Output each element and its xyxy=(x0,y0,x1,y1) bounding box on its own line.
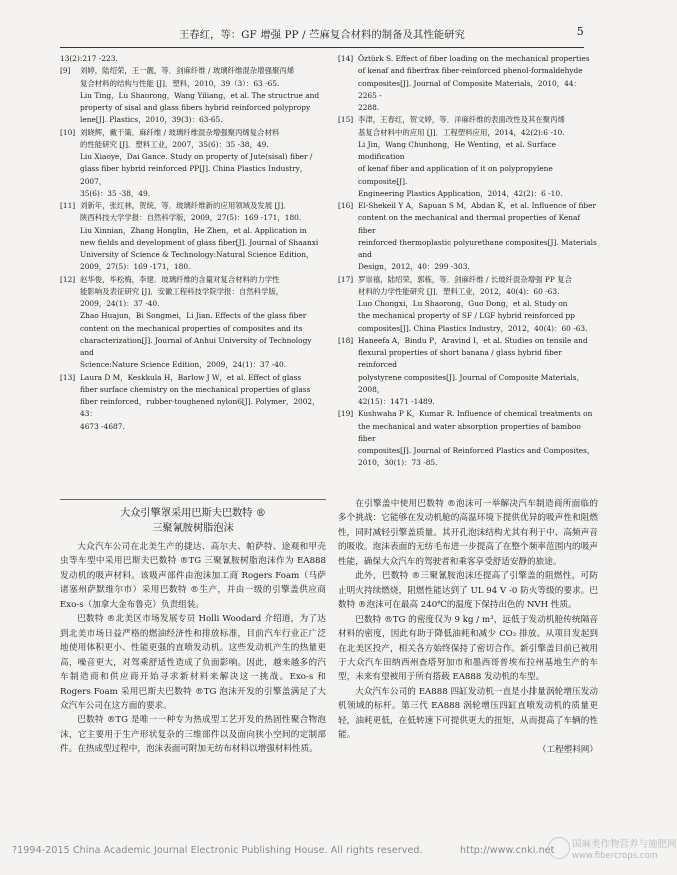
reference-line: 复合材料的结构与性能 [J]．塑料，2010，39（3）：63 -65. xyxy=(80,78,280,88)
page-number: 5 xyxy=(576,25,584,38)
footer xyxy=(12,845,555,856)
news-title xyxy=(60,506,326,536)
reference-number: [15] xyxy=(338,115,354,125)
reference-line: Kushwaha P K，Kumar R. Influence of chemical treatments on xyxy=(358,409,593,419)
reference-line: 35(6)：35 -38，49. xyxy=(80,188,151,198)
reference-line: El-Shekeil Y A，Sapuan S M，Abdan K，et al. Influence of fiber xyxy=(358,201,597,210)
reference-line: 基复合材料中的应用 [J]．工程塑料应用，2014，42(2):6 -10. xyxy=(358,127,565,137)
reference-continuation: 13(2):217 -223. xyxy=(60,54,118,63)
reference-number: [16] xyxy=(338,201,354,210)
watermark-line-1: 国麻类作物营养与施肥网 xyxy=(572,839,677,850)
reference-text xyxy=(358,274,598,335)
reference-line: Design，2012，40：299 -303. xyxy=(358,262,470,272)
references-right-column xyxy=(338,53,598,470)
reference-line: Haneefa A，Bindu P，Aravind I，et al. Studies on tensile and xyxy=(358,335,588,345)
reference-line: characterization[J]. Journal of Anhui University of Technology and xyxy=(80,335,312,357)
reference-line: Zhao Huajun，Bi Songmei，Li Jian. Effects of the glass fiber xyxy=(80,311,307,321)
reference-line: composites[J]. Journal of Reinforced Plastics and Composites， xyxy=(358,446,595,455)
references-left-column xyxy=(60,53,326,433)
news-paragraph: 在引擎盖中使用巴数特 ®泡沫可一举解决汽车制造商所面临的多个挑战：它能够在发动机舱的高温环境下提供优异的吸声性和阻燃性，同时减轻引擎盖质量。其开孔泡沫结构尤其有利于中、高频声音的吸收。泡沫表面的无纺毛布进一步提高了在整个频率范围内的吸声性能，确保大众汽车的驾驶者和乘客享受舒适安静的旅途。 xyxy=(338,499,598,567)
news-paragraph: 此外，巴数特 ®三聚氰胺泡沫还提高了引擎盖的阻燃性，可防止明火持续燃烧，阻燃性能达到了 UL 94 V -0 防火等级的要求。巴数特 ®泡沫可在最高 240℃的温度下保持出色的 NVH 性质。 xyxy=(338,571,598,611)
header-rule xyxy=(60,47,584,48)
reference-line: 材料的力学性能研究 [J]．塑料工业，2012，40(4)：60 -63. xyxy=(358,286,560,296)
news-paragraph: 巴数特 ®TG 的密度仅为 9 kg / m³，远低于发动机舱传统隔音材料的密度，因此有助于降低油耗和减少 CO₂ 排放。从项目发起到在北美区投产，相关各方始终保持了密切合作。新引擎盖目前已被用于大众汽车田纳西州查塔努加市和墨西哥普埃布拉州基地生产的车型，未来有望被用于所有搭载 EA888 发动机的车型。 xyxy=(338,614,598,683)
reference-text xyxy=(358,114,598,200)
reference-line: 4673 -4687. xyxy=(80,421,125,431)
reference-line: fiber reinforced，rubber-toughened nylon6[J]. Polymer，2002，43： xyxy=(80,397,320,419)
reference-line: Luo Chongxi，Lu Shaorong，Guo Dong，et al. Study on xyxy=(358,299,568,308)
reference-item xyxy=(60,372,326,433)
reference-line: the mechanical property of SF / LGF hybrid reinforced pp xyxy=(358,311,576,321)
reference-text xyxy=(80,200,326,274)
reference-line: property of sisal and glass fibers hybrid reinforced polypropy xyxy=(80,103,311,112)
reference-number: [18] xyxy=(338,335,354,345)
reference-number: [14] xyxy=(338,54,354,63)
reference-line: reinforced thermoplastic polyurethane composites[J]. Materials and xyxy=(358,237,597,259)
reference-text xyxy=(80,372,326,433)
news-paragraph: 巴数特 ®TG 是唯一一种专为热成型工艺开发的热固性聚合物泡沫，它主要用于生产形状复杂的三维部件以及面向狭小空间的定制部件。在热成型过程中，泡沫表面可附加无纺布材料以增强材料性质。 xyxy=(60,715,326,755)
news-title-line-1: 大众引擎罩采用巴斯夫巴数特 ® xyxy=(120,508,266,519)
reference-number: [10] xyxy=(60,127,76,137)
reference-line: polystyrene composites[J]. Journal of Composite Materials，2008， xyxy=(358,372,584,394)
reference-item xyxy=(338,114,598,200)
news-title-line-2: 三聚氰胺树脂泡沫 xyxy=(152,523,234,534)
reference-line: Science:Nature Science Edition，2009，24(1)：37 -40. xyxy=(80,360,287,370)
reference-item xyxy=(338,408,598,469)
reference-line: content on the mechanical and thermal properties of Kenaf fiber xyxy=(358,213,581,235)
running-title: 王春红，等：GF 增强 PP / 苎麻复合材料的制备及其性能研究 xyxy=(178,30,465,41)
reference-line: University of Science & Technology:Natural Science Edition， xyxy=(80,250,314,259)
reference-item xyxy=(338,200,598,274)
reference-text xyxy=(80,274,326,372)
reference-line: 李津，王春红，贺文婷，等．洋麻纤维的表面改性及其在聚丙烯 xyxy=(358,115,565,125)
reference-line: Liu Xiaoye，Dai Gance. Study on property of Jute(sisal) fiber / xyxy=(80,152,313,161)
reference-line: 2288. xyxy=(358,103,380,112)
reference-line: Laura D M，Keskkula H，Barlow J W，et al. Effect of glass xyxy=(80,372,302,382)
reference-number: [11] xyxy=(60,201,76,210)
reference-item xyxy=(338,274,598,335)
reference-line: 刘新年，张红林，贺统，等．玻璃纤维新的应用领域及发展 [J]． xyxy=(80,201,291,210)
reference-line: Li Jin，Wang Chunhong，He Wenting，et al. Surface modification xyxy=(358,139,557,161)
reference-line: lene[J]. Plastics，2010，39(3)：63-65. xyxy=(80,115,223,125)
news-source: （工程塑料网） xyxy=(537,744,598,755)
reference-line: of kenaf fiber and application of it on polypropylene composite[J]. xyxy=(358,164,553,186)
footer-copyright: ?1994-2015 China Academic Journal Electronic Publishing House. All rights reserved. xyxy=(12,845,423,856)
reference-item xyxy=(60,274,326,372)
reference-line: 罗崇禧，陆绍荣，郭栋，等．剑麻纤维 / 长玻纤混杂增强 PP 复合 xyxy=(358,274,572,284)
reference-line: 2010，30(1)：73 -85. xyxy=(358,458,438,468)
reference-line: the mechanical and water absorption properties of bamboo fiber xyxy=(358,421,581,443)
reference-line: Öztürk S. Effect of fiber loading on the mechanical properties xyxy=(358,54,590,63)
reference-line: fiber surface chemistry on the mechanical properties of glass xyxy=(80,384,311,394)
reference-number: [19] xyxy=(338,409,354,419)
reference-text xyxy=(358,200,598,274)
reference-text xyxy=(80,127,326,201)
news-divider xyxy=(60,499,326,500)
reference-line: 2009，27(5)：169 -171，180. xyxy=(80,262,191,272)
reference-number: [17] xyxy=(338,274,354,284)
reference-line: composites[J]. China Plastics Industry，2012，40(4)：60 -63. xyxy=(358,323,588,333)
reference-text xyxy=(358,53,598,114)
reference-line: Liu Xinnian，Zhang Honglin，He Zhen，et al. Application in xyxy=(80,225,307,235)
reference-line: 42(15)：1471 -1489. xyxy=(358,397,435,406)
reference-number: [13] xyxy=(60,372,76,382)
reference-line: 能影响及表征研究 [J]．安徽工程科技学院学报：自然科学版， xyxy=(80,286,284,296)
news-paragraph: 巴数特 ®北美区市场发展专员 Holli Woodard 介绍道，为了达到北美市场日益严格的燃油经济性和排放标准，目前汽车行业正广泛地使用体积更小、性能更强的直喷发动机。这些发动机产生的热量更高，噪音更大，对驾乘舒适性造成了负面影响。因此，越来越多的汽车制造商和供应商开始寻求新材料来解决这一挑战。Exo-s 和 Rogers Foam 采用巴斯夫巴数特 ®TG 泡沫开发的引擎盖满足了大众汽车公司在这方面的要求。 xyxy=(60,614,326,711)
reference-line: 2009，24(1)：37 -40. xyxy=(80,299,160,308)
reference-number: [12] xyxy=(60,274,76,284)
reference-line: 的性能研究 [J]．塑料工业，2007，35(6)：35 -38，49. xyxy=(80,139,269,149)
reference-item xyxy=(60,200,326,274)
watermark-line-2: www.fibercrops.com xyxy=(572,851,658,861)
reference-number: [9] xyxy=(60,66,71,76)
reference-text xyxy=(80,65,326,126)
reference-line: flexural properties of short banana / glass hybrid fiber reinforced xyxy=(358,348,562,370)
reference-line: glass fiber hybrid reinforced PP[J]. China Plastics Industry，2007， xyxy=(80,164,308,186)
reference-item xyxy=(338,53,598,114)
reference-line: 陕西科技大学学报：自然科学版，2009，27(5)：169 -171，180. xyxy=(80,213,302,223)
footer-url: http://www.cnki.net xyxy=(460,845,555,856)
reference-line: 刘婷，陆绍荣，王一靓，等．剑麻纤维 / 玻璃纤维混杂增强聚丙烯 xyxy=(80,66,295,76)
reference-line: Engineering Plastics Application，2014，42(2)：6 -10. xyxy=(358,188,563,198)
reference-text xyxy=(358,408,598,469)
reference-line: content on the mechanical properties of composites and its xyxy=(80,323,303,333)
reference-item xyxy=(60,65,326,126)
reference-line: composites[J]. Journal of Composite Materials，2010，44：2265 - xyxy=(358,78,581,100)
news-paragraph: 大众汽车公司的 EA888 四缸发动机一直是小排量涡轮增压发动机领域的标杆。第三代 EA888 涡轮增压四缸直喷发动机的质量更轻，油耗更低，在低转速下可提供更大的扭矩，从而提高了车辆的性能。 xyxy=(338,686,598,741)
news-paragraph: 大众汽车公司在北美生产的捷达、高尔夫、帕萨特、途观和甲壳虫等车型中采用巴斯夫巴数特 ®TG 三聚氰胺树脂泡沫作为 EA888 发动机的吸声材料。该吸声部件由泡沫加工商 Rogers Foam（马萨诸塞州萨默维尔市）采用巴数特 ®生产，并由一级的引擎盖供应商 Exo-s（加拿大金布鲁克）负责组装。 xyxy=(60,542,326,610)
reference-line: new fields and development of glass fiber[J]. Journal of Shaanxi xyxy=(80,237,319,247)
reference-item xyxy=(338,335,598,409)
news-left-column xyxy=(60,540,326,757)
reference-text xyxy=(358,335,598,409)
reference-item xyxy=(60,127,326,201)
reference-line: 刘晓辉，戴干策．麻纤维 / 玻璃纤维混杂增强聚丙烯复合材料 xyxy=(80,127,280,137)
reference-line: Liu Ting，Lu Shaorong，Wang Yiliang，et al. The structrue and xyxy=(80,90,320,100)
reference-line: of kenaf and fiberfrax fiber-reinforced phenol-formaldehyde xyxy=(358,66,583,76)
news-right-column xyxy=(338,497,598,757)
reference-line: 赵华俊，毕松梅，李建．玻璃纤维的含量对复合材料的力学性 xyxy=(80,274,280,284)
running-header xyxy=(60,26,584,44)
watermark-logo-icon xyxy=(548,837,570,859)
